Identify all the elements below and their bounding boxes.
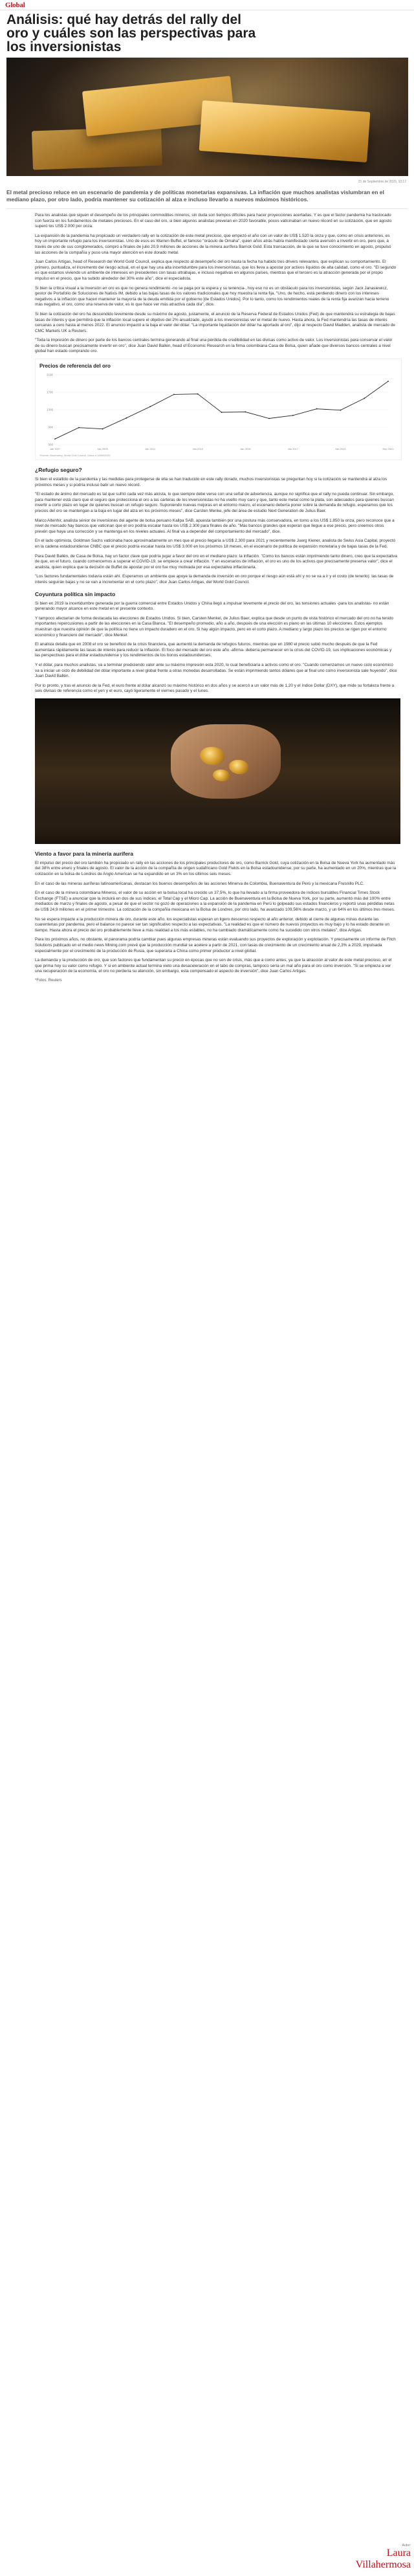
y-tick-label: 1300: [46, 408, 53, 412]
x-tick-label: Jan 2007: [49, 447, 61, 451]
x-tick-label: Jan 2019: [335, 447, 346, 451]
divider: [6, 208, 408, 209]
hand-shape: [171, 724, 281, 799]
paragraph: La demanda y la producción de oro, que son factores que fundamentan su precio en épocas que no son de crisis, más que a como antes, ya que la atracción al valor de este metal precioso, en el que prima hoy su valor como refugio. Y si en ambiente actual termina vieto una desaceleración en el tabú de compras, tampoco sería un mal año para el oro como inversión. "Si se empieza a ver una recuperación de la economía, el oro no perdería su atención, sin embargo, esta compensado el aspecto de inversión", dice Juan Carlos Artigas.: [35, 958, 392, 974]
chart-canvas: [36, 359, 401, 460]
paragraph: Juan Carlos Artigas, head of Research del World Gold Council, explica que respecto al desempeño del oro hasta la fecha ha habido tres drivers relevantes, que explican su comportamiento. El primero, puntualiza, el incremento del riesgo actual, en el que hay una alta incertidumbre para los inversionistas, que los lleva a apostar por activos líquidos de alta calidad, como el oro. "El segundo es que estamos viviendo un ambiente de intereses en precedentes con tasas ultrabajas, e incluso negativas en algunos países, mientras que el tercero es la atracción generada por el propio impulso en el precio, que ha subido alrededor del 30% este año", dice el especialista.: [35, 260, 397, 281]
data-point: [197, 394, 199, 395]
soil-shape: [35, 799, 400, 844]
gold-nugget-shape: [200, 747, 224, 765]
data-point: [292, 415, 294, 416]
paragraph-group-a: [35, 213, 397, 355]
paragraph: "Los factores fundamentales todavía están ahí. Esperamos un ambiente que apoye la demanda de inversión en oro porque el riesgo aún está ahí y no se va a ir y el costo (de tenerlo): las tasas de interés seguirán bajas y no se van a incrementar en el corto plazo", dice Juan Carlos Artigas, del World Gold Council.: [35, 574, 394, 584]
paragraph-group-c: [35, 601, 397, 694]
paragraph: Y tampoco afectarían de forma destacada las elecciones de Estados Unidos. Si bien, Carsten Menkel, de Julius Baer, explica que desde un punto de vista histórico el mercado del oro no ha tenido importantes repercusiones a partir de las elecciones en la Casa Blanca. "El desempeño promedio, año a año, después de una elección es plano en las últimas 10 elecciones. Estos ejemplos muestran que nuestra opinión de que la política no tiene un impacto duradero en el oro. Si hay algún impacto, pero en el corto plazo. A mediano y largo plazo los precios se rigen por el entorno económico y financiero del mercado", dice Menkel.: [35, 616, 394, 638]
data-point: [78, 427, 80, 428]
paragraph: En el caso de las mineras auríferas latinoamericanas, destacan los buenos desempeños de las acciones Minerva de Colombia, Buenaventura de Perú y la mexicana Fresnillo PLC.: [35, 881, 365, 886]
y-tick-label: 1700: [46, 390, 53, 394]
paragraph: Si bien la crítica visual a la inversión en oro es que no genera rendimiento -no se paga por la espera y su tenencia-, hoy eso no es un obstáculo para los inversionistas, según Jack Janasiewicz, gestor de Portafolio de Soluciones de Natixis IM, debido a las bajas tasas de los valores tradicionales que hoy muestra la renta fija. "Uno, de hecho, está perdiendo dinero con los intereses negativos a la inflación que hacen mantener la mayoría de la deuda emitida por el gobierno [de Estados Unidos]. Por lo tanto, como los rendimientos reales de la renta fija avanzan hacia terreno más negativo, el oro, como una reserva de valor, es lo que hace ver más atractiva cada día", dice.: [35, 285, 389, 307]
article-lead: El metal precioso reluce en un escenario de pandemia y de políticas monetarias expansivas. La inflación que muchos analistas vislumbran en el mediano plazo, por otro lado, podría mantener su cotización al alza e incluso llevarlo a nuevos máximos históricos.: [6, 189, 384, 203]
x-tick-label: Jan 2009: [97, 447, 108, 451]
y-tick-label: 500: [48, 443, 53, 447]
paragraph: Si bien el estallido de la pandemia y las medidas para protegerse de ella se han traducido en este rally dorado, muchos inversionistas se preguntan hoy si la cotización se mantendrá al alza los próximos meses y si podría incluso batir un nuevo récord.: [35, 477, 387, 487]
paragraph: Marco Altenhir, analista sénior de inversiones del agente de bolsa peruano Kallpa SAB, apuesta también por una postura más conservadora, en torno a los US$ 1.850 la onza, pero reconoce que a nivel de mercado hay bancos que vaticinan que el oro podría escalar hasta los US$ 2.300 para finales de año. "Más bancos grandes que esperan que llegue a ese precio, pero creemos otros prevén que haya una corrección y se mantenga en los niveles actuales. Al final va a depender del comportamiento del mercado", dice.: [35, 518, 395, 534]
chart-source-note: *Fuente: Bloomberg, World Gold Council. Datos a 18/09/2020: [39, 454, 111, 458]
image-highlight: [6, 58, 408, 176]
paragraph: Y el dólar, para muchos analistas, va a terminar prediciendo valor ante su máximo impresión esta 2020, lo cual beneficiaría a activos como el oro. "Cuando comenzamos un nuevo ciclo económico va a iniciar un ciclo de debilidad del dólar importante a nivel global frente a otras monedas desarrolladas. Se están imprimiendo tantos dólares que al final uno como inversionista sale huyendo", dice Juan David Ballén.: [35, 662, 397, 679]
x-tick-label: Sep 2020: [382, 447, 394, 451]
author-label: Autor:: [402, 2544, 411, 2548]
data-point: [221, 412, 223, 413]
paragraph: No se espera impacte a la producción minera de oro, durante este año, los especialistas esperan un ligero descenso respecto al año anterior, debido al cierre de algunas minas durante las cuarentenas por pandemia, pero el balance no parece ser tan significativo respecto a las expectativas. "La realidad es que el número de nuevos proyectos es muy bajo y lo ha estado durante un tiempo. Hasta ahora el precio del oro probablemente lleve a más realidad a los más estables, no ha cambiado dramáticamente como ha sucedido con otros metales", dice Artigas.: [35, 916, 389, 933]
section-title-coyuntura: Coyuntura política sin impacto: [35, 590, 116, 597]
article-headline: Análisis: qué hay detrás del rally del oro y cuáles son las perspectivas para los inversionistas: [6, 12, 256, 54]
data-point: [340, 410, 342, 411]
paragraph: Si bien en 2019 la incertidumbre generada por la guerra comercial entre Estados Unidos y China llegó a impulsar levemente el precio del oro, las tensiones actuales -para los analistas- no están generando mayor alcance en este metal en el presente contexto.: [35, 601, 389, 612]
data-point: [268, 418, 270, 419]
chart-title: Precios de referencia del oro: [39, 363, 111, 370]
paragraph: Si bien la cotización del oro ha descendido levemente desde su máximo de agosto, justamente, el anuncio de la Reserva Federal de Estados Unidos (Fed) de que mantendrá su estrategia de bajas tasas de interés y que permitirá que la inflación local supere el objetivo del 2% anualizado, ayudó a los inversionistas ver el metal de nuevo. Hasta ahora, la Fed mantendría las tasas de interés cercanas a cero hasta al menos 2022. El anuncio impactó a la baja el valor del dólar. "La importante liquidación del dólar ha aportado al oro", dijo al respecto David Madden, analista de mercado de CMC Markets UK a Reuters.: [35, 311, 395, 333]
series-line: [55, 381, 388, 439]
photo-credit: *Fotos: Reuters: [35, 978, 62, 983]
data-point: [316, 408, 318, 410]
data-point: [125, 417, 127, 419]
paragraph-group-d: [35, 861, 397, 975]
site-logo[interactable]: Global: [5, 1, 25, 9]
data-point: [387, 381, 389, 382]
data-point: [149, 406, 151, 407]
x-tick-label: Jan 2015: [240, 447, 251, 451]
y-tick-label: 2100: [46, 373, 53, 377]
paragraph: "Toda la impresión de dinero por parte de los bancos centrales termina generando al final una pérdida de credibilidad en las divisas como activo de valor. Los inversionistas para conservar el valor de su dinero buscan precisamente invertir en oro", dice Juan David Ballén, head of Economic Research en la firma colombiana Casa de Bolsa, quien añade que diversos bancos centrales a nivel global han estado comprando oro.: [35, 338, 393, 354]
photo-gold-nuggets-hand: [35, 698, 400, 844]
paragraph: Para los próximos años, no obstante, el panorama podría cambiar pues algunas empresas mineras están evaluando sus proyectos de exploración y explotación. Y precisamente un informe de Fitch Solutions publicado en el medio news Mining.com prevé que la producción mundial se acelere a partir de 2021, con tasas de crecimiento de un crecimiento anual de 2,3% a 2029, impulsada especialmente por el crecimiento de la producción de Rusia, que superaría a China como primer productor a nivel global.: [35, 937, 396, 953]
article-body: [35, 213, 397, 983]
paragraph: "El estado de ánimo del mercado es tal que sufrió cada vez más alcista, lo que siempre debe verse con una señal de advertencia, aunque no significa que el rally no pueda continuar. Sin embargo, para mantener está claro que el seguro que protecciona el oro a las carteras de los inversionistas no ha vuelto muy caro y que, tanto este metal como la plata, son adecuados para quienes buscan invertir a corto plazo en lugar de quienes buscan un refugio seguro. Suponiendo nuevas mejoras en el entorno macro, el escenario debería poner sobre la demanda de refugio, esperamos que los precios del oro se mantengan a la baja en lugar del alza en los próximos meses", dice Carsten Menke, jefe del área de estudio Next Generation de Julius Baer.: [35, 492, 395, 514]
paragraph-group-b: [35, 477, 397, 586]
data-point: [245, 412, 246, 413]
gold-nugget-shape: [229, 760, 248, 774]
gold-nugget-shape: [213, 770, 230, 781]
paragraph: El analista detalla que en 2008 el oro se benefició de la crisis financiera, que aumentó la demanda de refugios futuros, mientras que en 1980 el precio subió mucho después de que la Fed aumentara rápidamente las tasas de interés para reducir la inflación. El foco del mercado del oro este año -afirma- debería permanecer en la crisis del COVID-19, sus implicaciones económicas y las perspectivas para el dólar estadounidense y los rendimientos de los bonos estadounidenses.: [35, 642, 392, 658]
hero-image-gold-bars: [6, 58, 408, 176]
y-tick-label: 900: [48, 425, 53, 429]
data-point: [54, 438, 56, 439]
paragraph: El impulso del precio del oro también ha propiciado un rally en las acciones de los principales productores de oro, como Barrick Gold, cuya cotización en la Bolsa de Nueva York ha aumentado más del 38% entre enero y finales de agosto. El valor de la acción de la compañía de origen sudafricano Gold Fields en la Bolsa estadounidense, por su parte, ha aumentado en un 20%, mientras que la cotización en la bolsa de Londres de Anglo American se ha expandido en un 3% en los últimos seis meses.: [35, 860, 397, 877]
section-title-refugio: ¿Refugio seguro?: [35, 467, 82, 474]
paragraph: En el caso de la minera colombiana Mineros, el valor de su acción en la bolsa local ha crecido un 37,5%, lo que ha llevado a la firma proveedora de índices bursátiles Financial Times Stock Exchange (FTSE) a anunciar que la incluirá en dos de sus índices: el Total Cap y el Micro Cap. La acción de Buenaventura en la Bolsa de Nueva York, por su parte, aumentó más del 100% entre mediados de marzo y finales de agosto, a pesar de que el sector no gozó de operaciones a la expansión de la pandemia en Perú lo golpeado sus estados financieros y reportó unas pérdidas netas de US$ 24,9 millones en el primer trimestre. La cotización de la compañía mexicana en la Bolsa de Londres, por otro lado, ha avanzado 109,56% desde marzo, y un 64% en los últimos tres meses.: [35, 891, 395, 913]
paragraph: En el lado optimista, Goldman Sachs vaticinaba hace aproximadamente un mes que el precio llegaría a US$ 2.300 para 2021 y recientemente Juerg Kiener, analista de Swiss Asia Capital, proyectó en la cadena estadounidense CNBC que el precio podría escalar hasta los US$ 3.000 en los próximos 18 meses, en el escenario de política de expansión monetaria y de bajas tasas de la Fed.: [35, 539, 396, 549]
top-bar: [0, 0, 414, 10]
x-tick-label: Jan 2013: [192, 447, 203, 451]
paragraph: La expansión de la pandemia ha propiciado un verdadero rally en la cotización de este metal precioso, que empezó el año con un valor de US$ 1.520 la onza y que, como en crisis anteriores, es hoy un importante refugio para los inversionistas. Uno de esos es Warren Buffet, el famoso "oráculo de Omaha", quien años atrás había manifestado cierta aversión a invertir en oro, pero que, a través de uno de sus conglomerados, compró a finales de julio 20,9 millones de acciones de la minera aurífera Barrick Gold. Esta transacción, de la que se tuvo conocimiento en agosto, propulsó las acciones de la compañía y puso una mayor atención en este dorado metal.: [35, 233, 391, 255]
data-point: [364, 398, 365, 399]
gold-price-chart: [35, 359, 402, 460]
article-dateline: 21 de Septiembre de 2020, 10:17: [358, 180, 406, 184]
author-name[interactable]: Laura Villahermosa: [355, 2548, 411, 2570]
data-point: [173, 394, 175, 395]
paragraph: Por lo pronto, y tras el anuncio de la Fed, el euro frente al dólar alcanzó su máximo histórico en dos años y se acercó a un valor más de 1,20 y el índice Dollar (DXY), que mide su fortaleza frente a seis divisas de referencia como el yen y el euro, cayó ligeramente el viernes pasado y el lunes.: [35, 683, 395, 694]
paragraph: Para David Ballén, de Casa de Bolsa, hay un factor clave que podría jugar a favor del oro en el mediano plazo: la inflación. "Como los bancos están imprimiendo tanto dinero, creo que la expectativa de que, en el futuro, cuando comencemos a superar el COVID-19, se empiece a crear inflación. Y en escenarios de inflación, el oro es uno de los activos que precisamente preserva valor", dice el analista, quien explica que la decisión de Buffet de apostar por el oro fue muy motivada por esa expectativa inflacionaria.: [35, 553, 398, 570]
section-title-mineria: Viento a favor para la minería aurífera: [35, 850, 133, 857]
x-tick-label: Jan 2017: [287, 447, 299, 451]
author-block: [349, 2544, 411, 2571]
data-point: [102, 428, 104, 430]
x-tick-label: Jan 2011: [145, 447, 156, 451]
paragraph: Para los analistas que siguen el desempeño de los principales commodities mineros, sin duda son tiempos difíciles para hacer proyecciones acertadas. Y es que el factor pandemia ha trastocado con fuerza en los fundamentos de metales preciosos. En el caso del oro, si bien algunos analistas preveían en 2020 favorable, pocos vaticinaban un nuevo récord en su cotización, que en agosto superó los US$ 2.000 por onza.: [35, 213, 392, 229]
